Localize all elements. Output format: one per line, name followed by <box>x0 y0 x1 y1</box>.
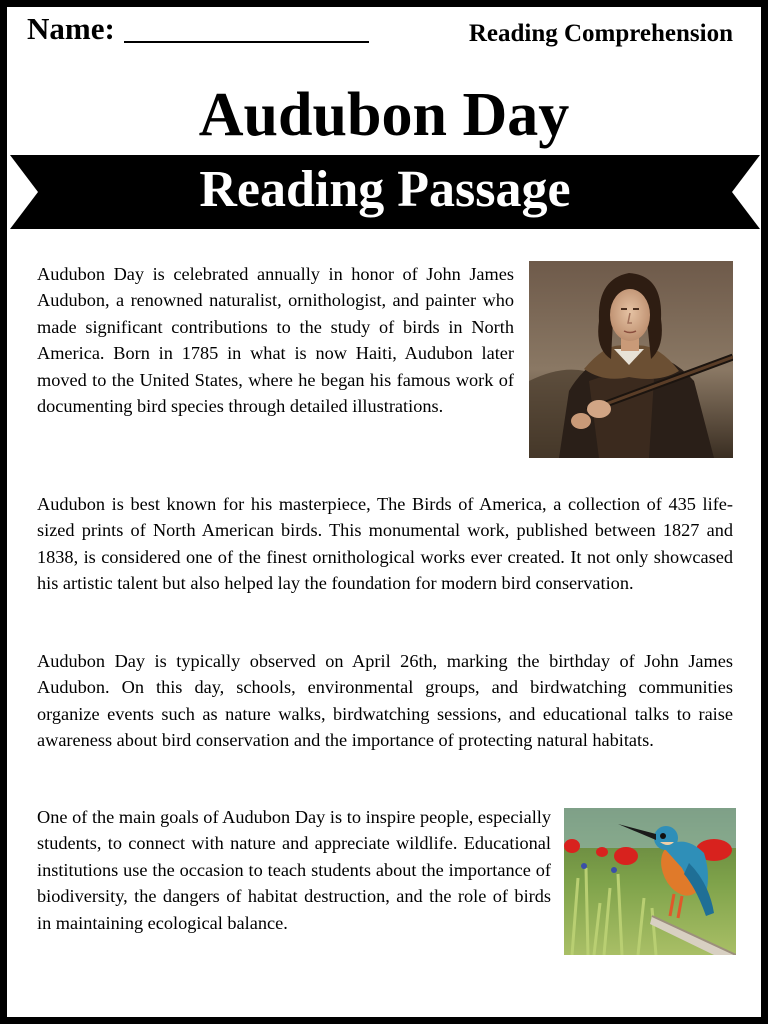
paragraph-1: Audubon Day is celebrated annually in honor of John James Audubon, a renowned naturalist, ornithologist, and painter who made significant contributions to the study of birds in North America. Born in 1785 in what is now Haiti, Audubon later moved to the United States, where he began his famous work of documenting bird species through detailed illustrations. <box>37 264 514 417</box>
paragraph-2: Audubon is best known for his masterpiece, The Birds of America, a collection of 435 life-sized prints of North American birds. This monumental work, published between 1827 and 1838, is considered one of the finest ornithological works ever created. It not only showcased his artistic talent but also helped lay the foundation for modern bird conservation. <box>37 494 733 594</box>
worksheet-page <box>7 7 761 1017</box>
section-banner <box>10 155 760 229</box>
audubon-portrait-image <box>529 261 733 458</box>
banner-title: Reading Passage <box>199 161 571 218</box>
page-title: Audubon Day <box>198 81 570 149</box>
worksheet-type: Reading Comprehension <box>468 20 733 47</box>
paragraph-4: One of the main goals of Audubon Day is to inspire people, especially students, to connect with nature and appreciate wildlife. Educational institutions use the occasion to teach students about the importance of biodiversity, the dangers of habitat destruction, and the role of birds in maintaining ecological balance. <box>37 807 551 933</box>
name-label: Name: <box>27 11 115 46</box>
kingfisher-image <box>564 808 736 955</box>
name-blank-line <box>124 41 369 43</box>
paragraph-3: Audubon Day is typically observed on April 26th, marking the birthday of John James Audubon. On this day, schools, environmental groups, and birdwatching communities organize events such as nature walks, birdwatching sessions, and educational talks to raise awareness about bird conservation and the importance of protecting natural habitats. <box>37 651 733 751</box>
